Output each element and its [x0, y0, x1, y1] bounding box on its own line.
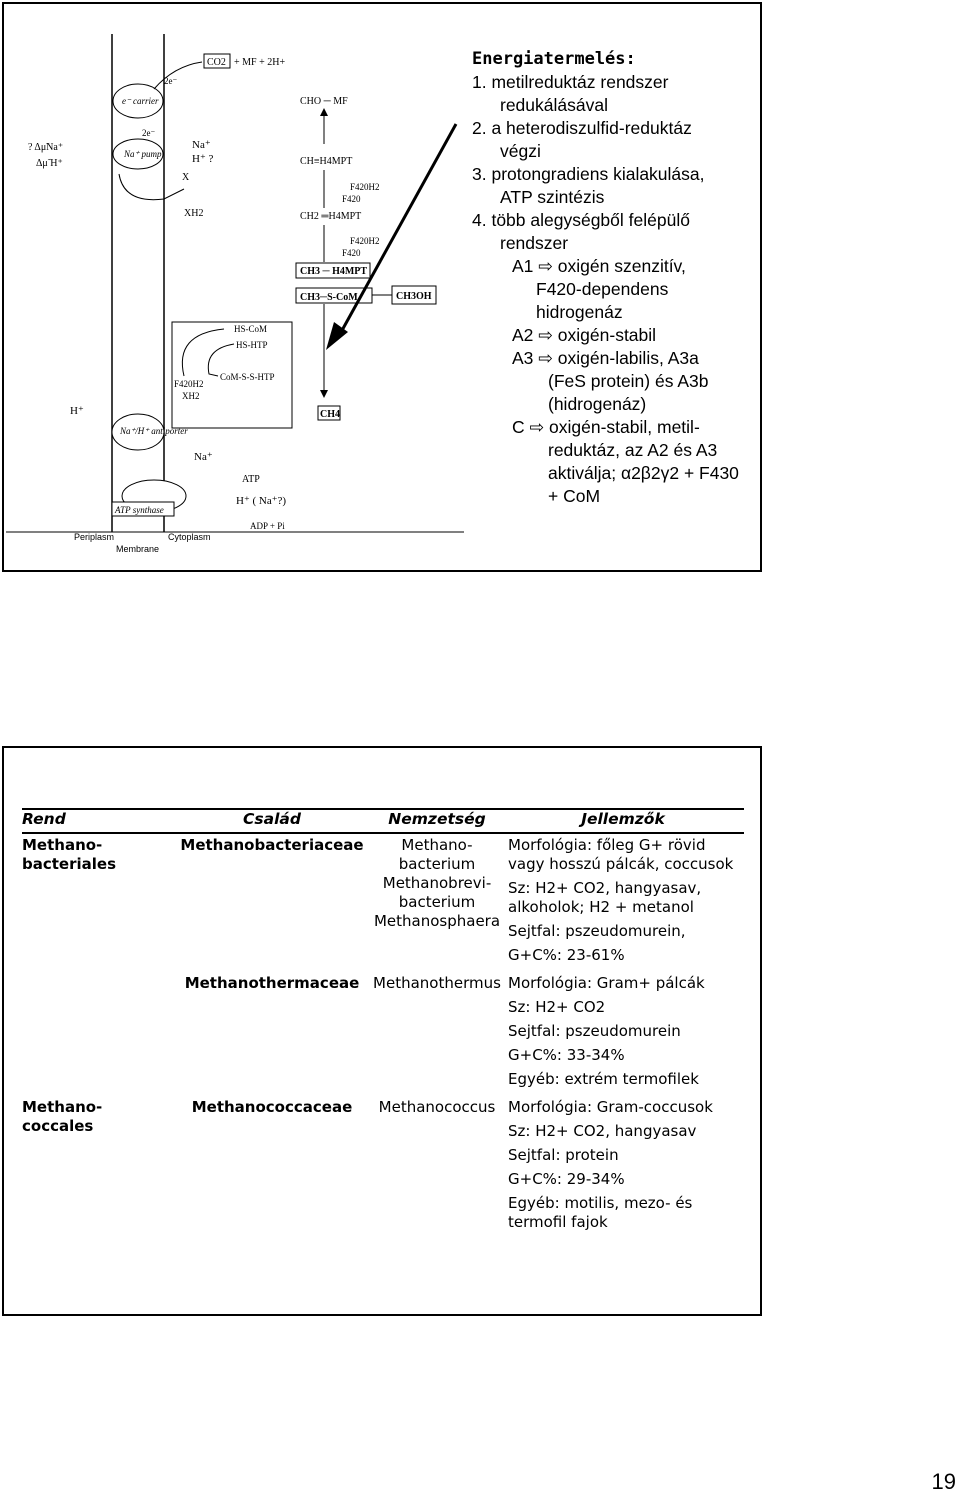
f420h2-2: F420H2 [350, 236, 380, 246]
energy-line: 3. protongradiens kialakulása, [472, 164, 705, 184]
cho-mf: CHO ─ MF [300, 96, 348, 107]
cell-nemzetseg [372, 972, 502, 1096]
delta-mu-na: ? Δμ̃Na⁺ [28, 142, 64, 153]
cytoplasm: Cytoplasm [168, 532, 211, 542]
trait: Sejtfal: pszeudomurein [508, 1022, 681, 1040]
header-nemzetseg: Nemzetség [372, 809, 502, 833]
xh2-2: XH2 [182, 391, 200, 401]
trait: Morfológia: Gram-coccusok [508, 1098, 713, 1116]
antiporter-label: Na⁺/H⁺ antiporter [120, 426, 188, 436]
f420h2-1: F420H2 [350, 182, 380, 192]
ch3oh: CH3OH [396, 291, 432, 302]
energy-line: A1 ⇨ oxigén szenzitív, [512, 256, 686, 276]
trait: G+C%: 33-34% [508, 1046, 625, 1064]
na-plus-2: Na⁺ [194, 451, 213, 463]
table-row [22, 833, 744, 972]
table-row [22, 1096, 744, 1239]
energy-title: Energiatermelés: [472, 49, 636, 69]
energy-line: ATP szintézis [500, 187, 605, 207]
ch3-h4mpt: CH3 ─ H4MPT [300, 266, 368, 277]
header-rend: Rend [22, 809, 172, 833]
atp: ATP [242, 474, 260, 485]
delta-mu-h: Δμ̃ H⁺ [36, 158, 63, 169]
energy-line: (FeS protein) és A3b [548, 371, 709, 391]
mf-label: + MF + 2H+ [234, 57, 286, 68]
energy-line: rendszer [500, 233, 569, 253]
slide-top [2, 2, 762, 572]
com-s-s-htp: CoM-S-S-HTP [220, 372, 275, 382]
f420-1: F420 [342, 194, 361, 204]
adp: ADP + Pi [250, 521, 285, 531]
hs-com: HS-CoM [234, 324, 268, 334]
energy-line: redukálásával [500, 95, 608, 115]
cell-rend [22, 972, 172, 1096]
genus: Methanosphaera [373, 912, 501, 930]
cell-rend: Methano-coccales [22, 1098, 103, 1135]
cell-jellemzok [502, 833, 744, 972]
xh2-label: XH2 [184, 208, 204, 219]
energy-line: C ⇨ oxigén-stabil, metil- [512, 417, 700, 437]
trait: Sz: H2+ CO2, hangyasav, alkoholok; H2 + metanol [508, 879, 702, 916]
header-csalad: Család [172, 809, 372, 833]
trait: Egyéb: motilis, mezo- és termofil fajok [508, 1194, 693, 1231]
x-label: X [182, 172, 190, 183]
f420-2: F420 [342, 248, 361, 258]
trait: Egyéb: extrém termofilek [508, 1070, 699, 1088]
genus: Methanobrevi-bacterium [382, 874, 492, 911]
methanogenesis-diagram [4, 4, 464, 569]
energy-line: F420-dependens [536, 279, 669, 299]
ch4: CH4 [320, 409, 340, 420]
h-plus-1: H⁺ ? [192, 153, 214, 165]
trait: Sejtfal: protein [508, 1146, 619, 1164]
energy-line: 2. a heterodiszulfid-reduktáz [472, 118, 692, 138]
trait: Morfológia: Gram+ pálcák [508, 974, 705, 992]
cell-rend: Methano-bacteriales [22, 836, 116, 873]
page-number: 19 [931, 1469, 956, 1494]
na-pump-label: Na⁺ pump [124, 149, 162, 159]
genus: Methanothermus [373, 974, 501, 992]
cell-nemzetseg [372, 833, 502, 972]
energy-line: aktiválja; α2β2γ2 + F430 [548, 463, 739, 483]
energy-line: hidrogenáz [536, 302, 623, 322]
membrane: Membrane [116, 544, 160, 554]
energy-line: A3 ⇨ oxigén-labilis, A3a [512, 348, 699, 368]
trait: G+C%: 29-34% [508, 1170, 625, 1188]
two-e-mid: 2e⁻ [142, 128, 156, 138]
cell-csalad: Methanothermaceae [184, 974, 360, 992]
trait: G+C%: 23-61% [508, 946, 625, 964]
h-na: H⁺ ( Na⁺?) [236, 495, 287, 507]
atp-synthase: ATP synthase [115, 505, 164, 515]
h-plus-left: H⁺ [70, 405, 84, 417]
cell-csalad: Methanococcaceae [191, 1098, 353, 1116]
energy-line: 1. metilreduktáz rendszer [472, 72, 669, 92]
trait: Sz: H2+ CO2, hangyasav [508, 1122, 697, 1140]
cell-jellemzok [502, 1096, 744, 1239]
energy-production-list [472, 48, 762, 508]
energy-line: A2 ⇨ oxigén-stabil [512, 325, 657, 345]
energy-line: + CoM [548, 486, 601, 506]
cell-csalad: Methanobacteriaceae [180, 836, 364, 854]
two-e-top: 2e⁻ [164, 76, 178, 86]
trait: Sejtfal: pszeudomurein, [508, 922, 686, 940]
ch-h4mpt: CH≡H4MPT [300, 156, 353, 167]
periplasm: Periplasm [74, 532, 115, 542]
energy-line: 4. több alegységből felépülő [472, 210, 690, 230]
co2-label: CO2 [207, 57, 226, 68]
cell-jellemzok [502, 972, 744, 1096]
energy-line: (hidrogenáz) [548, 394, 647, 414]
genus: Methanococcus [378, 1098, 496, 1116]
methanogen-table [22, 808, 744, 1239]
energy-line: végzi [500, 141, 541, 161]
na-plus-1: Na⁺ [192, 139, 211, 151]
trait: Morfológia: főleg G+ rövid vagy hosszú pálcák, coccusok [508, 836, 734, 873]
genus: Methano-bacterium [398, 836, 476, 873]
e-carrier-label: e⁻ carrier [122, 96, 159, 106]
header-jellemzok: Jellemzők [502, 809, 744, 833]
f420h2-3: F420H2 [174, 379, 204, 389]
energy-line: reduktáz, az A2 és A3 [548, 440, 718, 460]
ch2-h4mpt: CH2 ═H4MPT [300, 211, 362, 222]
hs-htp: HS-HTP [236, 340, 268, 350]
trait: Sz: H2+ CO2 [508, 998, 606, 1016]
ch3-scom: CH3─S-CoM [300, 292, 358, 303]
table-row [22, 972, 744, 1096]
cell-nemzetseg [372, 1096, 502, 1239]
table-header-row [22, 809, 744, 833]
